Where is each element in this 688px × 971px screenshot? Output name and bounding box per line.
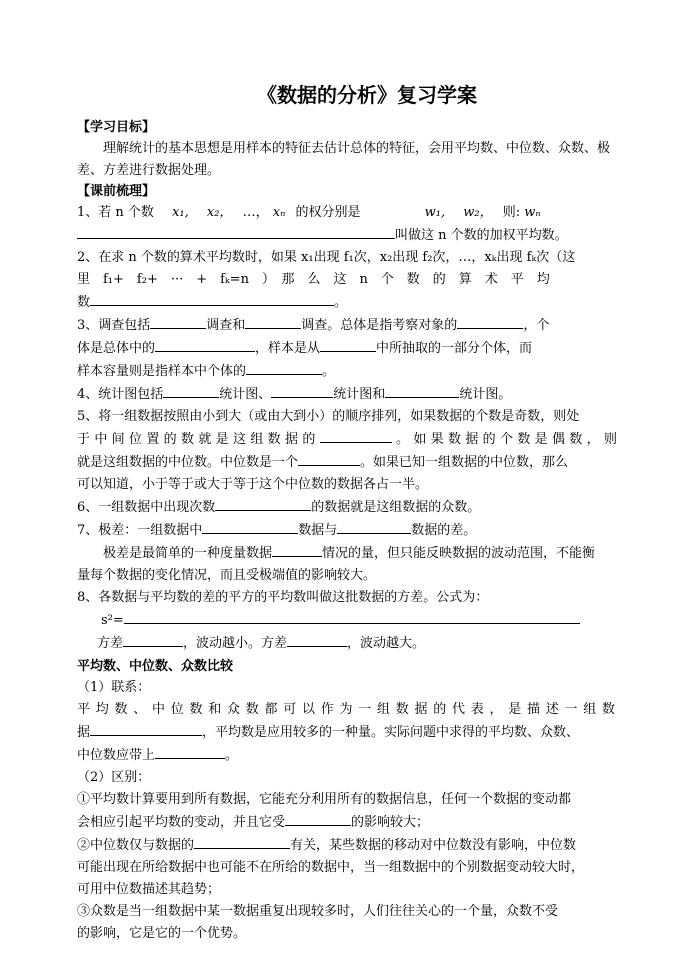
question-5-line3	[77, 451, 617, 474]
q1-xn: xₙ	[272, 205, 286, 220]
section-goals-heading: 【学习目标】	[77, 120, 156, 135]
compare-2-line5: 可用中位数描述其趋势；	[77, 882, 221, 897]
q8-text-a: 8、各数据与平均数的差的平方的平均数叫做这批数据的方差。公式为：	[77, 590, 489, 605]
q7-text-c: 数据的差。	[411, 523, 477, 538]
blank-q3-4[interactable]	[155, 337, 255, 352]
blank-q6[interactable]	[215, 496, 311, 511]
blank-q7-1[interactable]	[202, 519, 298, 534]
c1-text-d: 中位数应带上	[77, 748, 156, 763]
question-2-line3: 数 。	[77, 291, 617, 314]
section-compare-heading: 平均数、中位数、众数比较	[77, 659, 234, 674]
q7-text-e: 情况的量，但只能反映数据的波动范围，不能衡	[322, 546, 596, 561]
q1-text-c: 则:	[502, 205, 521, 220]
q6-text-a: 6、一组数据中出现次数	[77, 500, 216, 515]
blank-q7-2[interactable]	[337, 519, 411, 534]
q4-text-a: 4、统计图包括	[77, 387, 164, 402]
question-8	[77, 587, 617, 609]
q1-x1: x₁,	[172, 205, 189, 220]
q3-text-d: ，个	[523, 318, 550, 333]
blank-q4-2[interactable]	[271, 383, 333, 398]
compare-2-line6: ③众数是当一组数据中某一数据重复出现较多时，人们往往关心的一个量，众数不受	[77, 904, 559, 919]
goals-text: 理解统计的基本思想是用样本的特征去估计总体的特征，会用平均数、中位数、众数、极差、方差进行数据处理。	[77, 141, 611, 178]
blank-q7-3[interactable]	[272, 542, 322, 557]
q1-text-b: 的权分别是	[295, 205, 361, 220]
blank-c2-2[interactable]	[194, 834, 290, 849]
q2-text-a: 2、在求 n 个数的算术平均数时，如果 x₁出现 f₁次，x₂出现 f₂次，…，xₖ出现 fₖ次（这	[77, 250, 576, 265]
question-7-line3	[77, 565, 617, 587]
worksheet-page	[77, 80, 617, 945]
compare-2-label: （2）区别：	[77, 770, 151, 785]
blank-q5-1[interactable]	[320, 428, 392, 443]
compare-1-label: （1）联系：	[77, 680, 151, 695]
q7-text-b: 数据与	[298, 523, 338, 538]
q1-dots: …，	[242, 205, 269, 220]
q5-text-e: 。如果已知一组数据的中位数，那么	[360, 455, 569, 470]
compare-2-line3	[77, 834, 617, 857]
question-3-line2	[77, 337, 617, 360]
c1-text-c: ，平均数是应用较多的一种量。实际问题中求得的平均数、众数、	[202, 725, 580, 740]
blank-c1-1[interactable]	[90, 721, 202, 736]
question-3-line3	[77, 360, 617, 383]
question-5-line2	[77, 428, 617, 451]
q3-text-c: 调查。总体是指考察对象的	[301, 318, 458, 333]
q5-text-c: 。如果数据的个数是偶数，则	[391, 432, 617, 447]
blank-q3-5[interactable]	[320, 337, 376, 352]
blank-q2[interactable]	[90, 291, 334, 306]
q4-text-c: 统计图和	[333, 387, 386, 402]
question-2-line2	[77, 269, 617, 291]
q7-text-d: 极差是最简单的一种度量数据	[103, 546, 273, 561]
c2-text-c: 的影响较大；	[351, 815, 430, 830]
c2-text-d: ②中位数仅与数据的	[77, 838, 195, 853]
q2-text-b: 里 f₁+ f₂+ ··· + fₖ=n ） 那 么 这 n 个 数 的 算 术 平 均	[77, 272, 550, 287]
q5-text-d: 就是这组数据的中位数。中位数是一个	[77, 455, 299, 470]
compare-2-line4: 可能出现在所给数据中也可能不在所给的数据中，当一组数据中的个别数据变动较大时，	[77, 860, 585, 875]
compare-2-line7: 的影响，它是它的一个优势。	[77, 926, 247, 941]
q3-text-b: 调查和	[206, 318, 246, 333]
q6-text-b: 的数据就是这组数据的众数。	[311, 500, 481, 515]
q3-text-a: 3、调查包括	[77, 318, 151, 333]
blank-q3-6[interactable]	[246, 360, 322, 375]
c2-text-e: 有关，某些数据的移动对中位数没有影响，中位数	[290, 838, 577, 853]
formula-s2: s²=	[101, 613, 124, 628]
c1-text-e: 。	[225, 748, 239, 763]
c2-text-b: 会相应引起平均数的变动，并且它受	[77, 815, 286, 830]
q5-text-b: 于中间位置的数就是这组数据的	[77, 432, 320, 447]
q3-text-g: 中所抽取的一部分个体，而	[376, 341, 533, 356]
q5-text-a: 5、将一组数据按照由小到大（或由大到小）的顺序排列，如果数据的个数是奇数，则处	[77, 409, 580, 424]
question-5-line4	[77, 474, 617, 496]
question-4	[77, 383, 617, 406]
q7-text-a: 7、极差：一组数据中	[77, 523, 203, 538]
compare-1-line2	[77, 721, 617, 744]
question-5	[77, 406, 617, 428]
compare-2-line1: ①平均数计算要用到所有数据，它能充分利用所有的数据信息，任何一个数据的变动都	[77, 792, 572, 807]
q1-w2: w₂，	[463, 205, 493, 220]
question-7-line2	[77, 542, 617, 565]
q1-text: 1、若 n 个数	[77, 205, 154, 220]
q1-text-d: 叫做这 n 个数的加权平均数。	[395, 228, 568, 243]
blank-q8-1[interactable]	[123, 632, 183, 647]
compare-2-line2	[77, 811, 617, 834]
q8-text-c: ，波动越小。方差	[183, 636, 288, 651]
blank-q4-1[interactable]	[163, 383, 219, 398]
blank-q3-1[interactable]	[150, 314, 206, 329]
blank-c2-1[interactable]	[285, 811, 351, 826]
page-title: 《数据的分析》复习学案	[257, 83, 477, 107]
q8-text-d: ，波动越大。	[347, 636, 426, 651]
q3-text-e: 体是总体中的	[77, 341, 156, 356]
blank-q5-2[interactable]	[298, 451, 360, 466]
q1-w1: w₁,	[424, 205, 446, 220]
blank-q3-3[interactable]	[457, 314, 523, 329]
blank-q4-3[interactable]	[385, 383, 459, 398]
q4-text-d: 统计图。	[459, 387, 512, 402]
compare-1-line3	[77, 744, 617, 767]
compare-1-line1: 平均数、中位数和众数都可以作为一组数据的代表，是描述一组数	[77, 702, 617, 717]
q5-text-f: 可以知道，小于等于或大于等于这个中位数的数据各占一半。	[77, 477, 429, 492]
c1-text-b: 据	[77, 725, 91, 740]
blank-q3-2[interactable]	[245, 314, 301, 329]
question-3	[77, 314, 617, 337]
q8-text-b: 方差	[97, 636, 124, 651]
q1-x2: x₂，	[206, 205, 233, 220]
blank-q8-2[interactable]	[287, 632, 347, 647]
q1-wn: wₙ	[524, 205, 541, 220]
variance-formula	[101, 609, 617, 632]
q3-text-f: ，样本是从	[255, 341, 321, 356]
question-8-line3	[97, 632, 617, 655]
blank-c1-2[interactable]	[155, 744, 225, 759]
question-1	[77, 202, 617, 224]
blank-q8-formula[interactable]	[124, 609, 580, 624]
section-review-heading: 【课前梳理】	[77, 184, 156, 199]
question-2	[77, 247, 617, 269]
q3-text-i: 。	[322, 364, 336, 379]
question-1-line2	[77, 224, 617, 247]
q3-text-h: 样本容量则是指样本中个体的	[77, 364, 247, 379]
q7-text-f: 量每个数据的变化情况，而且受极端值的影响较大。	[77, 568, 377, 583]
q2-text-c: 数	[77, 295, 91, 310]
question-6	[77, 496, 617, 519]
q4-text-b: 统计图、	[219, 387, 272, 402]
question-7	[77, 519, 617, 542]
blank-q1[interactable]	[77, 224, 395, 239]
